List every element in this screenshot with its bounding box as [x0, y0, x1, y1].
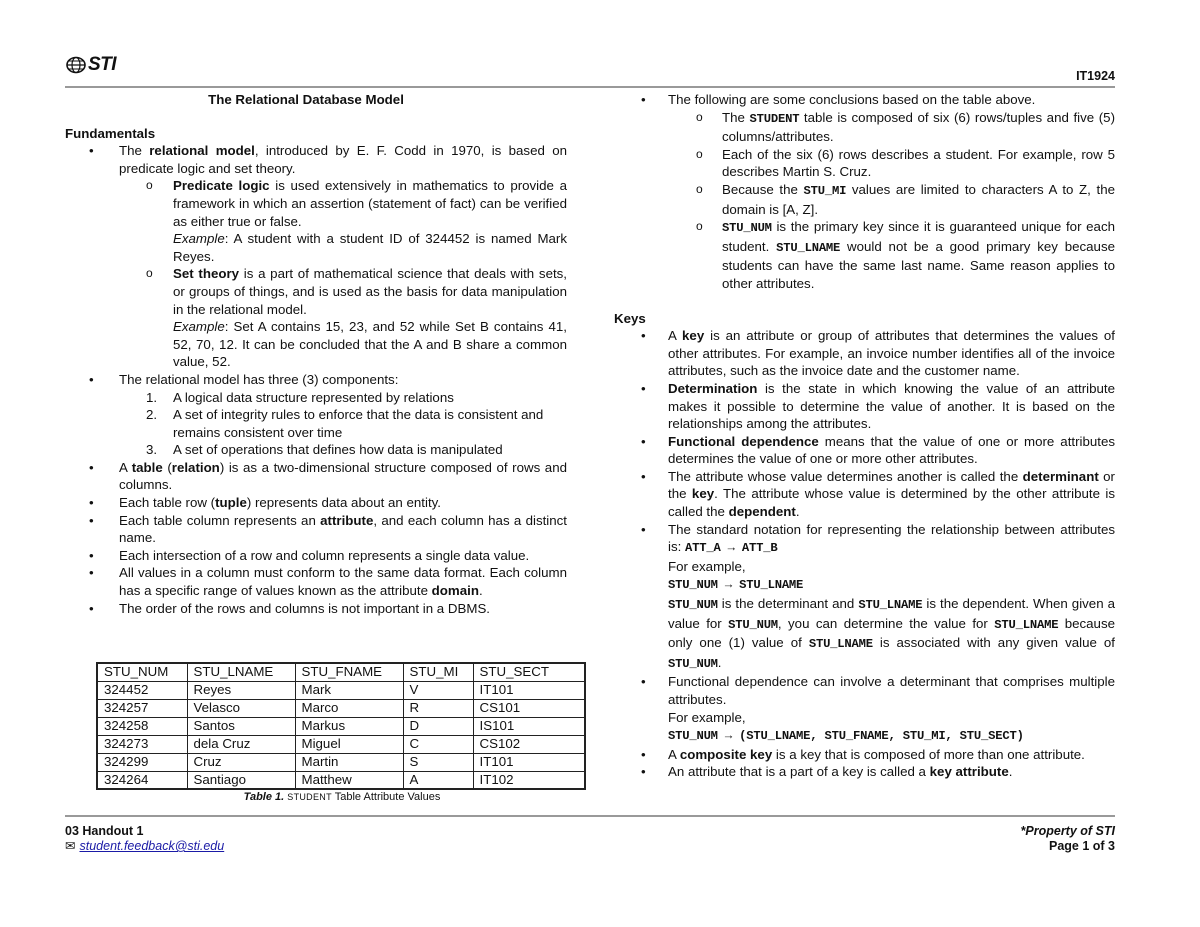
table-row: [97, 735, 585, 753]
footer-left: [65, 824, 224, 854]
table-cell: Miguel: [295, 735, 403, 753]
table-cell: Santiago: [187, 771, 295, 789]
right-column: [614, 91, 1115, 781]
column-header: STU_NUM: [97, 663, 187, 681]
table-caption: Table 1. STUDENT Table Attribute Values: [243, 791, 441, 803]
table-row: [97, 699, 585, 717]
list-item: • An attribute that is a part of a key is called a key attribute.: [614, 763, 1115, 781]
table-cell: D: [403, 717, 473, 735]
table-row: [97, 753, 585, 771]
sub-list-item: o Each of the six (6) rows describes a student. For example, row 5 describes Martin S. Cruz.: [614, 146, 1115, 181]
section-heading-fundamentals: Fundamentals: [65, 125, 156, 141]
table-cell: S: [403, 753, 473, 771]
table-cell: R: [403, 699, 473, 717]
table-cell: dela Cruz: [187, 735, 295, 753]
table-cell: V: [403, 681, 473, 699]
table-cell: Mark: [295, 681, 403, 699]
table-cell: 324257: [97, 699, 187, 717]
list-item: • The relational model, introduced by E. F. Codd in 1970, is based on predicate logic and set theory.: [65, 142, 567, 177]
table-cell: 324299: [97, 753, 187, 771]
sub-list-item: o Set theory is a part of mathematical science that deals with sets, or groups of things, and is used as the basis for data manipulation in the relational model. Example: Set A contains 15, 23, and 52 while Set B contains 41, 52, 70, 12. It can be concluded that the A and B share a common value, 52.: [65, 265, 567, 371]
column-header: STU_SECT: [473, 663, 585, 681]
page-footer: [65, 815, 1115, 853]
table-cell: C: [403, 735, 473, 753]
table-row: [97, 771, 585, 789]
left-column: [65, 91, 567, 617]
table-cell: CS101: [473, 699, 585, 717]
table-cell: Matthew: [295, 771, 403, 789]
list-item: • All values in a column must conform to the same data format. Each column has a specific range of values known as the attribute domain.: [65, 564, 567, 599]
numbered-item: 2. A set of integrity rules to enforce that the data is consistent and remains consistent over time: [146, 407, 544, 440]
table-row: [97, 717, 585, 735]
sub-list-item: o Predicate logic is used extensively in mathematics to provide a framework in which an assertion (statement of fact) can be verified as either true or false. Example: A student with a student ID of 324452 is named Mark Reyes.: [65, 177, 567, 265]
table-cell: 324264: [97, 771, 187, 789]
sub-list-item: o The STUDENT table is composed of six (6) rows/tuples and five (5) columns/attributes.: [614, 109, 1115, 146]
table-cell: 324273: [97, 735, 187, 753]
table-cell: 324258: [97, 717, 187, 735]
column-header: STU_FNAME: [295, 663, 403, 681]
list-item: • Each table row (tuple) represents data about an entity.: [65, 494, 567, 512]
table-cell: IT102: [473, 771, 585, 789]
table-cell: CS102: [473, 735, 585, 753]
table-cell: Markus: [295, 717, 403, 735]
page-title: The Relational Database Model: [208, 92, 404, 107]
list-item: • The attribute whose value determines another is called the determinant or the key. The attribute whose value is determined by the other attribute is called the dependent.: [614, 468, 1115, 521]
table-cell: Marco: [295, 699, 403, 717]
table-cell: 324452: [97, 681, 187, 699]
table-cell: IS101: [473, 717, 585, 735]
table-row: [97, 681, 585, 699]
list-item: • The following are some conclusions based on the table above.: [614, 91, 1115, 109]
numbered-item: 1. A logical data structure represented by relations: [146, 389, 454, 405]
envelope-icon: ✉: [65, 839, 76, 853]
handout-label: 03 Handout 1: [65, 824, 144, 838]
list-item: • Functional dependence can involve a determinant that comprises multiple attributes. For example, STU_NUM → (STU_LNAME, STU_FNAME, STU_MI, STU_SECT): [614, 673, 1115, 745]
table-cell: Santos: [187, 717, 295, 735]
logo-text: STI: [88, 54, 117, 76]
list-item: • Each intersection of a row and column represents a single data value.: [65, 547, 567, 565]
list-item: • Determination is the state in which knowing the value of an attribute makes it possible to determine the value of another. It is based on the relationships among the attributes.: [614, 380, 1115, 433]
page-number: Page 1 of 3: [1049, 839, 1115, 853]
list-item: • A table (relation) is as a two-dimensional structure composed of rows and columns.: [65, 459, 567, 494]
footer-right: [1021, 824, 1115, 854]
table-header-row: [97, 663, 585, 681]
property-notice: *Property of STI: [1020, 824, 1115, 838]
table-cell: Cruz: [187, 753, 295, 771]
student-table: [96, 662, 586, 790]
document-code: IT1924: [1076, 69, 1115, 83]
feedback-email-link[interactable]: student.feedback@sti.edu: [79, 839, 225, 853]
section-heading-keys: Keys: [614, 310, 646, 326]
table-cell: Reyes: [187, 681, 295, 699]
table-cell: IT101: [473, 681, 585, 699]
sub-list-item: o STU_NUM is the primary key since it is guaranteed unique for each student. STU_LNAME would not be a good primary key because students can have the same last name. Same reason applies to other attributes.: [614, 218, 1115, 292]
column-header: STU_LNAME: [187, 663, 295, 681]
list-item: • The standard notation for representing the relationship between attributes is: ATT_A → ATT_B For example, STU_NUM → STU_LNAME STU_NUM is the determinant and STU_LNAME is the dependent. When given a value for STU_NUM, you can determine the value for STU_LNAME because only one (1) value of STU_LNAME is associated with any given value of STU_NUM.: [614, 521, 1115, 674]
sti-logo: [65, 56, 116, 74]
column-header: STU_MI: [403, 663, 473, 681]
list-item: • Functional dependence means that the value of one or more attributes determines the value of one or more other attributes.: [614, 433, 1115, 468]
list-item: • A key is an attribute or group of attributes that determines the values of other attributes. For example, an invoice number identifies all of the invoice attributes, such as the invoice date and the customer name.: [614, 327, 1115, 380]
numbered-item: 3. A set of operations that defines how data is manipulated: [146, 442, 503, 458]
table-cell: IT101: [473, 753, 585, 771]
list-item: • A composite key is a key that is composed of more than one attribute.: [614, 746, 1115, 764]
list-item: • The relational model has three (3) components:: [65, 371, 567, 389]
page-header: [65, 56, 1115, 88]
table-cell: Velasco: [187, 699, 295, 717]
sub-list-item: o Because the STU_MI values are limited to characters A to Z, the domain is [A, Z].: [614, 181, 1115, 218]
table-cell: Martin: [295, 753, 403, 771]
list-item: • The order of the rows and columns is not important in a DBMS.: [65, 600, 567, 618]
globe-icon: [65, 56, 87, 74]
list-item: • Each table column represents an attribute, and each column has a distinct name.: [65, 512, 567, 547]
table-cell: A: [403, 771, 473, 789]
